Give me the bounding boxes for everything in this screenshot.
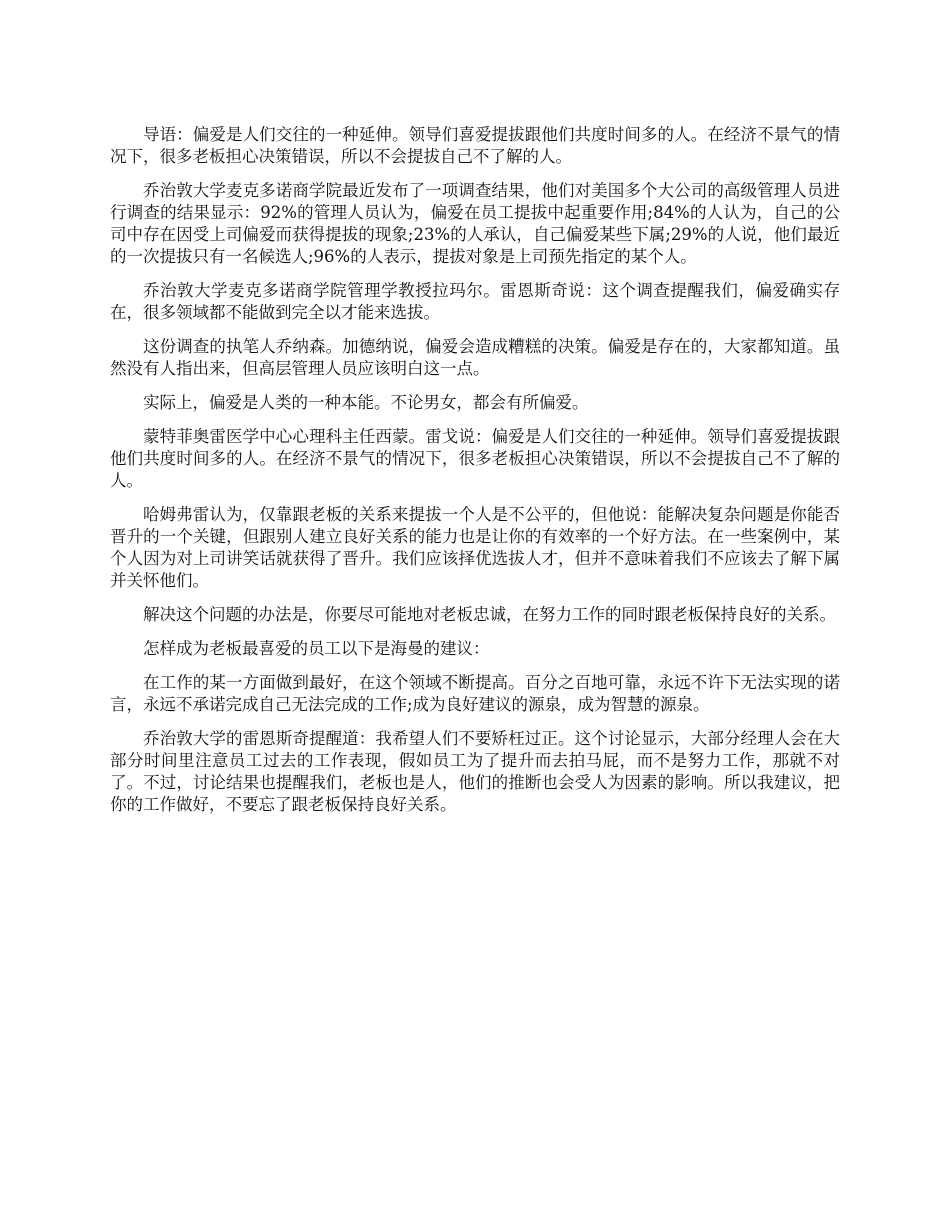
paragraph-psychology-quote: 蒙特菲奥雷医学中心心理科主任西蒙。雷戈说：偏爱是人们交往的一种延伸。领导们喜爱提拔跟他们共度时间多的人。在经济不景气的情况下，很多老板担心决策错误，所以不会提拔自己不了解的人。 — [110, 427, 840, 490]
paragraph-advice: 在工作的某一方面做到最好，在这个领域不断提高。百分之百地可靠，永远不许下无法实现的诺言，永远不承诺完成自己无法完成的工作;成为良好建议的源泉，成为智慧的源泉。 — [110, 673, 840, 714]
paragraph-author-quote: 这份调查的执笔人乔纳森。加德纳说，偏爱会造成糟糕的决策。偏爱是存在的，大家都知道。虽然没有人指出来，但高层管理人员应该明白这一点。 — [110, 337, 840, 378]
paragraph-humphrey-opinion: 哈姆弗雷认为，仅靠跟老板的关系来提拔一个人是不公平的，但他说：能解决复杂问题是你能否晋升的一个关键，但跟别人建立良好关系的能力也是让你的有效率的一个好方法。在一些案例中，某个人因为对上司讲笑话就获得了晋升。我们应该择优选拔人才，但并不意味着我们不应该去了解下属并关怀他们。 — [110, 505, 840, 590]
paragraph-solution: 解决这个问题的办法是，你要尽可能地对老板忠诚，在努力工作的同时跟老板保持良好的关系。 — [143, 605, 836, 624]
document-body — [110, 124, 840, 828]
paragraph-intro: 导语：偏爱是人们交往的一种延伸。领导们喜爱提拔跟他们共度时间多的人。在经济不景气的情况下，很多老板担心决策错误，所以不会提拔自己不了解的人。 — [110, 125, 840, 166]
paragraph-instinct: 实际上，偏爱是人类的一种本能。不论男女，都会有所偏爱。 — [143, 393, 589, 412]
paragraph-conclusion: 乔治敦大学的雷恩斯奇提醒道：我希望人们不要矫枉过正。这个讨论显示，大部分经理人会在大部分时间里注意员工过去的工作表现，假如员工为了提升而去拍马屁，而不是努力工作，那就不对了。不过，讨论结果也提醒我们，老板也是人，他们的推断也会受人为因素的影响。所以我建议，把你的工作做好，不要忘了跟老板保持良好关系。 — [110, 729, 840, 814]
paragraph-advice-heading: 怎样成为老板最喜爱的员工以下是海曼的建议： — [143, 639, 490, 658]
paragraph-survey-results: 乔治敦大学麦克多诺商学院最近发布了一项调查结果，他们对美国多个大公司的高级管理人员进行调查的结果显示：92%的管理人员认为，偏爱在员工提拔中起重要作用;84%的人认为，自己的公司中存在因受上司偏爱而获得提拔的现象;23%的人承认，自己偏爱某些下属;29%的人说，他们最近的一次提拔只有一名候选人;96%的人表示，提拔对象是上司预先指定的某个人。 — [110, 181, 840, 266]
paragraph-professor-quote: 乔治敦大学麦克多诺商学院管理学教授拉玛尔。雷恩斯奇说：这个调查提醒我们，偏爱确实存在，很多领域都不能做到完全以才能来选拔。 — [110, 281, 840, 322]
